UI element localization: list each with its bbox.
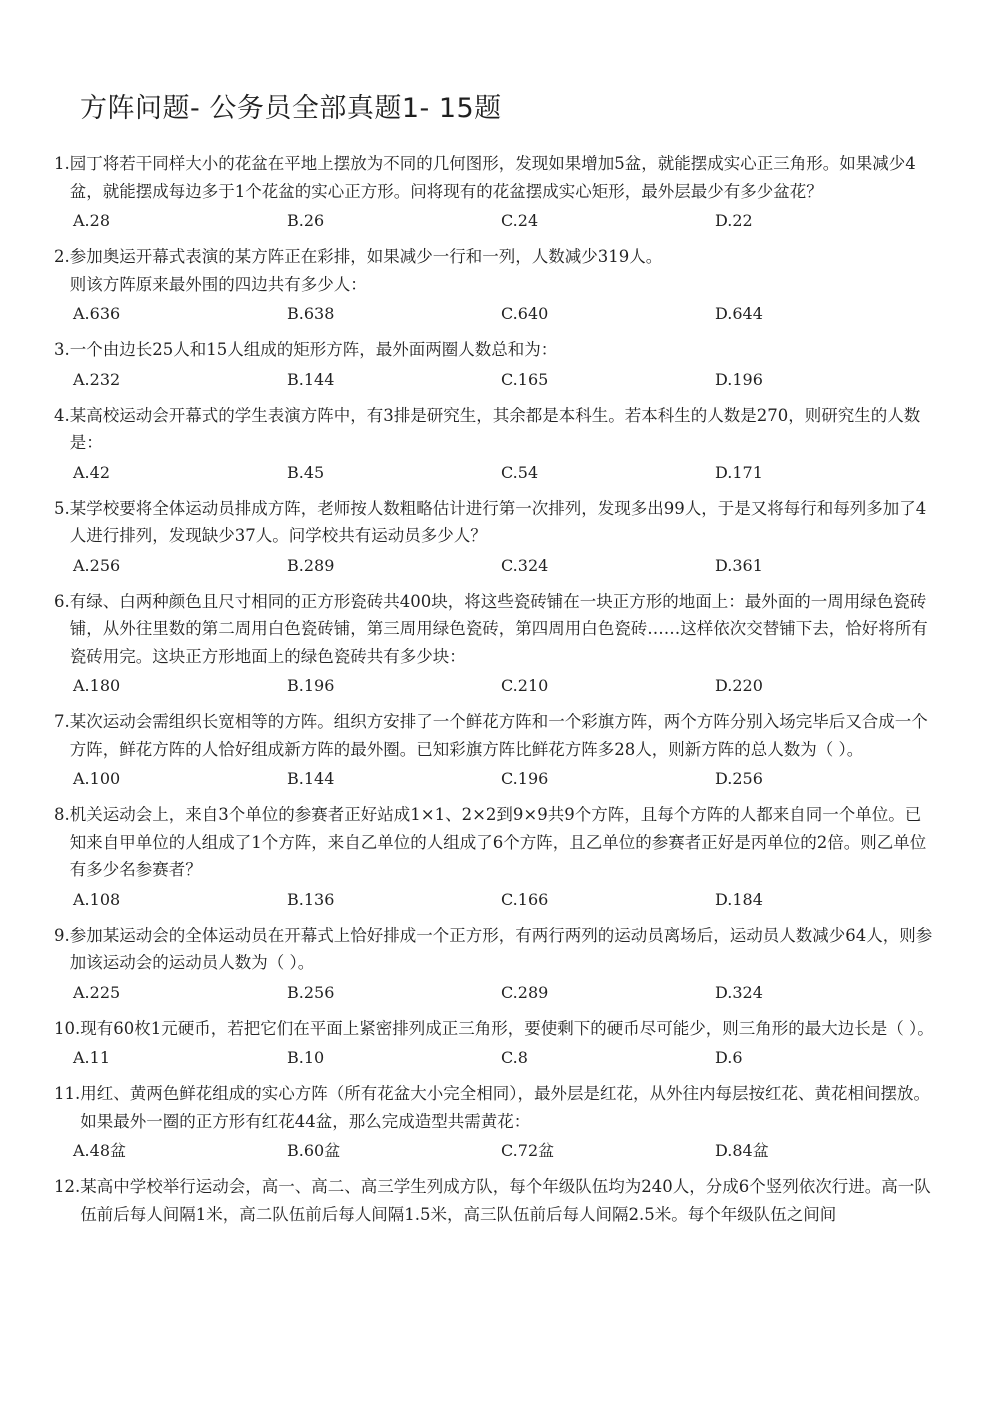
option-a: A.256 <box>73 555 121 575</box>
question-10 <box>54 1015 934 1075</box>
option-b: B.45 <box>287 462 325 482</box>
question-5 <box>54 495 934 582</box>
question-number: 8. <box>54 805 70 824</box>
option-c: C.196 <box>501 769 549 788</box>
option-b: B.289 <box>287 555 335 575</box>
question-1 <box>54 150 934 237</box>
option-b: B.60盆 <box>287 1141 341 1160</box>
option-c: C.210 <box>501 676 549 695</box>
option-d: D.644 <box>715 304 763 323</box>
question-text: 现有60枚1元硬币，若把它们在平面上紧密排列成正三角形，要使剩下的硬币尽可能少，则三角形的最大边长是（ ）。 <box>80 1018 934 1038</box>
question-number: 9. <box>54 925 70 945</box>
option-c: C.8 <box>501 1048 528 1067</box>
option-b: B.196 <box>287 676 335 695</box>
question-number: 12. <box>54 1177 81 1196</box>
option-b: B.144 <box>287 369 335 389</box>
option-a: A.11 <box>73 1048 110 1067</box>
option-a: A.48盆 <box>73 1141 127 1160</box>
question-number: 3. <box>54 340 70 359</box>
option-c: C.165 <box>501 369 549 389</box>
question-4 <box>54 402 934 489</box>
question-text: 某学校要将全体运动员排成方阵，老师按人数粗略估计进行第一次排列，发现多出99人，于是又将每行和每列多加了4人进行排列，发现缺少37人。问学校共有运动员多少人？ <box>69 498 927 545</box>
question-text: 有绿、白两种颜色且尺寸相同的正方形瓷砖共400块，将这些瓷砖铺在一块正方形的地面上：最外面的一周用绿色瓷砖铺，从外往里数的第二周用白色瓷砖铺，第三周用绿色瓷砖，第四周用白色瓷砖……这样依次交替铺下去，恰好将所有瓷砖用完。这块正方形地面上的绿色瓷砖共有多少块： <box>69 591 928 666</box>
option-a: A.100 <box>73 769 121 788</box>
question-text: 某次运动会需组织长宽相等的方阵。组织方安排了一个鲜花方阵和一个彩旗方阵，两个方阵分别入场完毕后又合成一个方阵，鲜花方阵的人恰好组成新方阵的最外圈。已知彩旗方阵比鲜花方阵多28人，则新方阵的总人数为（ ）。 <box>69 712 928 759</box>
option-d: D.84盆 <box>715 1141 769 1160</box>
question-text: 一个由边长25人和15人组成的矩形方阵，最外面两圈人数总和为： <box>69 340 558 359</box>
question-text: 园丁将若干同样大小的花盆在平地上摆放为不同的几何图形，发现如果增加5盆，就能摆成实心正三角形。如果减少4盆，就能摆成每边多于1个花盆的实心正方形。问将现有的花盆摆成实心矩形，最外层最少有多少盆花？ <box>69 154 916 201</box>
question-7 <box>54 708 934 795</box>
option-a: A.108 <box>73 889 121 909</box>
option-a: A.28 <box>73 211 110 230</box>
option-a: A.42 <box>73 462 110 482</box>
option-d: D.22 <box>715 211 753 230</box>
option-c: C.640 <box>501 304 549 323</box>
option-a: A.232 <box>73 369 121 389</box>
question-6 <box>54 588 934 703</box>
option-c: C.324 <box>501 555 549 575</box>
question-number: 11. <box>54 1084 81 1103</box>
question-number: 10. <box>54 1018 81 1038</box>
document-title: 方阵问题- 公务员全部真题1- 15题 <box>80 93 502 124</box>
question-text: 参加奥运开幕式表演的某方阵正在彩排，如果减少一行和一列，人数减少319人。 则该方阵原来最外围的四边共有多少人： <box>69 247 663 294</box>
question-text: 某高中学校举行运动会，高一、高二、高三学生列成方队，每个年级队伍均为240人，分成6个竖列依次行进。高一队伍前后每人间隔1米，高二队伍前后每人间隔1.5米，高三队伍前后每人间隔2.5米。每个年级队伍之间间 <box>80 1177 931 1224</box>
option-a: A.180 <box>73 676 121 695</box>
option-c: C.166 <box>501 889 549 909</box>
option-c: C.54 <box>501 462 539 482</box>
question-number: 6. <box>54 591 70 611</box>
option-c: C.289 <box>501 982 549 1002</box>
question-text: 某高校运动会开幕式的学生表演方阵中，有3排是研究生，其余都是本科生。若本科生的人数是270，则研究生的人数是： <box>69 405 921 452</box>
question-number: 7. <box>54 712 70 731</box>
question-text: 参加某运动会的全体运动员在开幕式上恰好排成一个正方形，有两行两列的运动员离场后，运动员人数减少64人，则参加该运动会的运动员人数为（ ）。 <box>69 925 933 972</box>
option-b: B.26 <box>287 211 325 230</box>
question-number: 2. <box>54 247 70 266</box>
option-b: B.144 <box>287 769 335 788</box>
question-8 <box>54 801 934 916</box>
option-b: B.638 <box>287 304 335 323</box>
option-a: A.225 <box>73 982 121 1002</box>
option-d: D.171 <box>715 462 763 482</box>
question-12 <box>54 1173 934 1228</box>
option-b: B.136 <box>287 889 335 909</box>
question-3 <box>54 336 934 396</box>
option-d: D.220 <box>715 676 763 695</box>
option-b: B.256 <box>287 982 335 1002</box>
option-d: D.324 <box>715 982 763 1002</box>
option-d: D.196 <box>715 369 763 389</box>
question-number: 5. <box>54 498 70 518</box>
option-d: D.6 <box>715 1048 743 1067</box>
option-a: A.636 <box>73 304 121 323</box>
option-c: C.24 <box>501 211 539 230</box>
question-text: 用红、黄两色鲜花组成的实心方阵（所有花盆大小完全相同），最外层是红花，从外往内每层按红花、黄花相间摆放。如果最外一圈的正方形有红花44盆，那么完成造型共需黄花： <box>80 1084 930 1131</box>
question-number: 4. <box>54 405 70 425</box>
option-b: B.10 <box>287 1048 325 1067</box>
question-2 <box>54 243 934 330</box>
option-c: C.72盆 <box>501 1141 555 1160</box>
question-9 <box>54 922 934 1009</box>
question-11 <box>54 1080 934 1167</box>
option-d: D.361 <box>715 555 763 575</box>
question-list <box>54 150 934 1234</box>
option-d: D.256 <box>715 769 763 788</box>
option-d: D.184 <box>715 889 763 909</box>
question-number: 1. <box>54 154 70 173</box>
question-text: 机关运动会上，来自3个单位的参赛者正好站成1×1、2×2到9×9共9个方阵，且每个方阵的人都来自同一个单位。已知来自甲单位的人组成了1个方阵，来自乙单位的人组成了6个方阵，且乙单位的参赛者正好是丙单位的2倍。则乙单位有多少名参赛者？ <box>69 805 927 879</box>
